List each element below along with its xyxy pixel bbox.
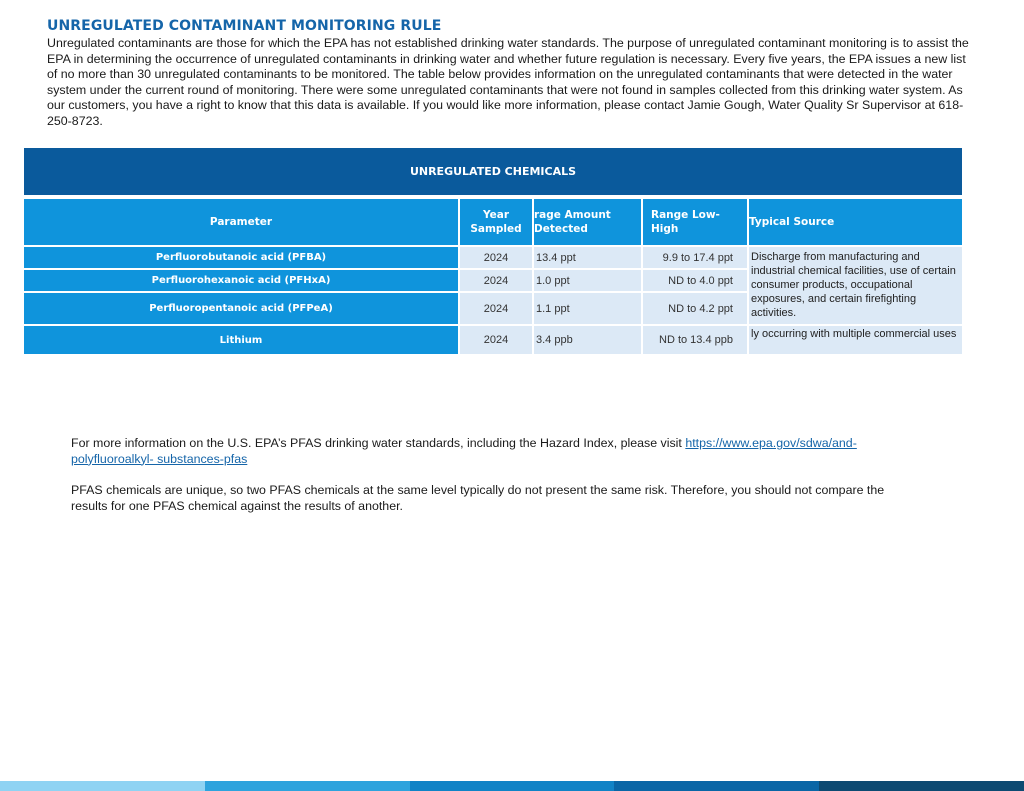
year-cell: 2024 xyxy=(460,270,534,293)
year-cell: 2024 xyxy=(460,247,534,270)
header-range: Range Low-High xyxy=(643,199,749,247)
header-source: Typical Source xyxy=(749,199,962,247)
range-cell: ND to 4.2 ppt xyxy=(643,293,749,326)
average-cell: 13.4 ppt xyxy=(534,247,643,270)
parameter-cell: Perfluoropentanoic acid (PFPeA) xyxy=(24,293,460,326)
year-cell: 2024 xyxy=(460,293,534,326)
page-heading: UNREGULATED CONTAMINANT MONITORING RULE xyxy=(47,18,442,34)
footer-bar-segment xyxy=(614,781,819,791)
average-cell: 1.1 ppt xyxy=(534,293,643,326)
footer-color-bar xyxy=(0,781,1024,791)
year-cell: 2024 xyxy=(460,326,534,354)
average-cell: 3.4 ppb xyxy=(534,326,643,354)
parameter-cell: Perfluorobutanoic acid (PFBA) xyxy=(24,247,460,270)
range-cell: ND to 4.0 ppt xyxy=(643,270,749,293)
header-average: rage Amount Detected xyxy=(534,199,643,247)
footer-bar-segment xyxy=(0,781,205,791)
footer-bar-segment xyxy=(410,781,615,791)
table-row xyxy=(24,326,962,354)
header-year: Year Sampled xyxy=(460,199,534,247)
unregulated-chemicals-table xyxy=(24,148,962,354)
epa-pfas-link[interactable]: https://www.epa.gov/sdwa/and-polyfluoroalkyl- substances-pfas xyxy=(71,436,857,466)
pfas-compare-paragraph: PFAS chemicals are unique, so two PFAS chemicals at the same level typically do not present the same risk. Therefore, you should not compare the results for one PFAS chemical against the results of another. xyxy=(71,483,885,513)
notes-section xyxy=(71,436,921,530)
average-cell: 1.0 ppt xyxy=(534,270,643,293)
range-cell: ND to 13.4 ppb xyxy=(643,326,749,354)
table-row xyxy=(24,247,962,270)
parameter-cell: Lithium xyxy=(24,326,460,354)
typical-source-pfas: Discharge from manufacturing and industrial chemical facilities, use of certain consumer products, occupational exposures, and certain firefighting activities. xyxy=(749,247,962,326)
footer-bar-segment xyxy=(819,781,1024,791)
intro-paragraph: Unregulated contaminants are those for which the EPA has not established drinking water standards. The purpose of unregulated contaminant monitoring is to assist the EPA in determining the occurrence of unregulated contaminants in drinking water and whether future regulation is necessary. Every five years, the EPA issues a new list of no more than 30 unregulated contaminants to be monitored. The table below provides information on the unregulated contaminants that were detected in the water system under the current round of monitoring. There were some unregulated contaminants that were not found in samples collected from this drinking water system. As our customers, you have a right to know that this data is available. If you would like more information, please contact Jamie Gough, Water Quality Sr Supervisor at 618-250-8723. xyxy=(47,36,969,128)
table-title: UNREGULATED CHEMICALS xyxy=(24,148,962,199)
footer-bar-segment xyxy=(205,781,410,791)
header-parameter: Parameter xyxy=(24,199,460,247)
range-cell: 9.9 to 17.4 ppt xyxy=(643,247,749,270)
parameter-cell: Perfluorohexanoic acid (PFHxA) xyxy=(24,270,460,293)
pfas-info-paragraph: For more information on the U.S. EPA’s PFAS drinking water standards, including the Hazard Index, please visit https://www.epa.gov/sdwa/and-polyfluoroalkyl- substances-pfas xyxy=(71,436,857,466)
typical-source-lithium: ly occurring with multiple commercial uses xyxy=(749,326,962,354)
